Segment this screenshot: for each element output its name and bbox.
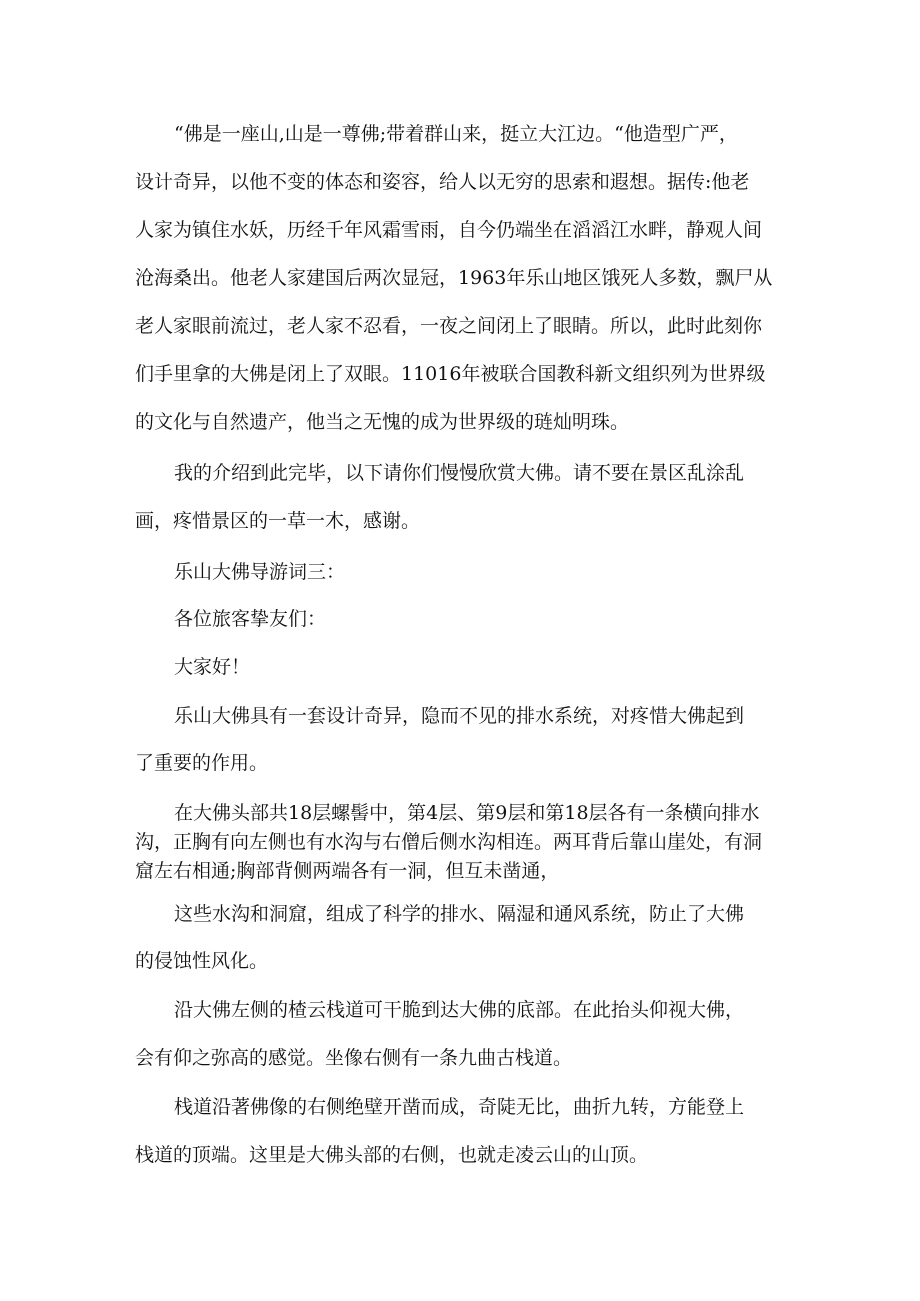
- text-line: 沿大佛左侧的楂云栈道可干脆到达大佛的底部。在此抬头仰视大佛，: [174, 999, 745, 1021]
- text-line: 老人家眼前流过，老人家不忍看，一夜之间闭上了眼睛。所以，此时此刻你: [135, 315, 763, 337]
- text-line: 乐山大佛具有一套设计奇异，隐而不见的排水系统，对疼惜大佛起到: [174, 705, 745, 727]
- text-line: 画，疼惜景区的一草一木，感谢。: [135, 510, 421, 532]
- greeting-line: 各位旅客挚友们：: [174, 608, 327, 630]
- text-line: 窟左右相通;胸部背侧两端各有一洞，但互未凿通，: [135, 860, 560, 882]
- section-heading: 乐山大佛导游词三：: [174, 561, 346, 583]
- text-line: 人家为镇住水妖，历经千年风霜雪雨，自今仍端坐在滔滔江水畔，静观人间: [135, 219, 763, 241]
- text-line: 了重要的作用。: [135, 752, 269, 774]
- text-line: 栈道沿著佛像的右侧绝壁开凿而成，奇陡无比，曲折九转，方能登上: [174, 1096, 745, 1118]
- text-line: 我的介绍到此完毕，以下请你们慢慢欣赏大佛。请不要在景区乱涂乱: [174, 462, 745, 484]
- text-line: 沟，正胸有向左侧也有水沟与右僧后侧水沟相连。两耳背后靠山崖处，有洞: [135, 831, 763, 853]
- text-line: 在大佛头部共18层螺髻中，第4层、第9层和第18层各有一条横向排水: [174, 802, 760, 824]
- greeting-line: 大家好！: [174, 656, 251, 678]
- text-line: 们手里拿的大佛是闭上了双眼。11016年被联合国教科新文组织列为世界级: [135, 363, 766, 385]
- text-line: 设计奇异，以他不变的体态和姿容，给人以无穷的思索和遐想。据传:他老: [135, 171, 750, 193]
- text-line: 栈道的顶端。这里是大佛头部的右侧，也就走凌云山的山顶。: [135, 1144, 649, 1166]
- text-line: 沧海桑出。他老人家建国后两次显冠，1963年乐山地区饿死人多数，飘尸从: [135, 267, 773, 289]
- text-line: 会有仰之弥高的感觉。坐像右侧有一条九曲古栈道。: [135, 1047, 573, 1069]
- text-line: “佛是一座山,山是一尊佛;带着群山来，挺立大江边。“他造型广严，: [174, 123, 738, 145]
- text-line: 这些水沟和洞窟，组成了科学的排水、隔湿和通风系统，防止了大佛: [174, 903, 745, 925]
- text-line: 的文化与自然遗产，他当之无愧的成为世界级的琏灿明珠。: [135, 411, 630, 433]
- text-line: 的侵蚀性风化。: [135, 950, 269, 972]
